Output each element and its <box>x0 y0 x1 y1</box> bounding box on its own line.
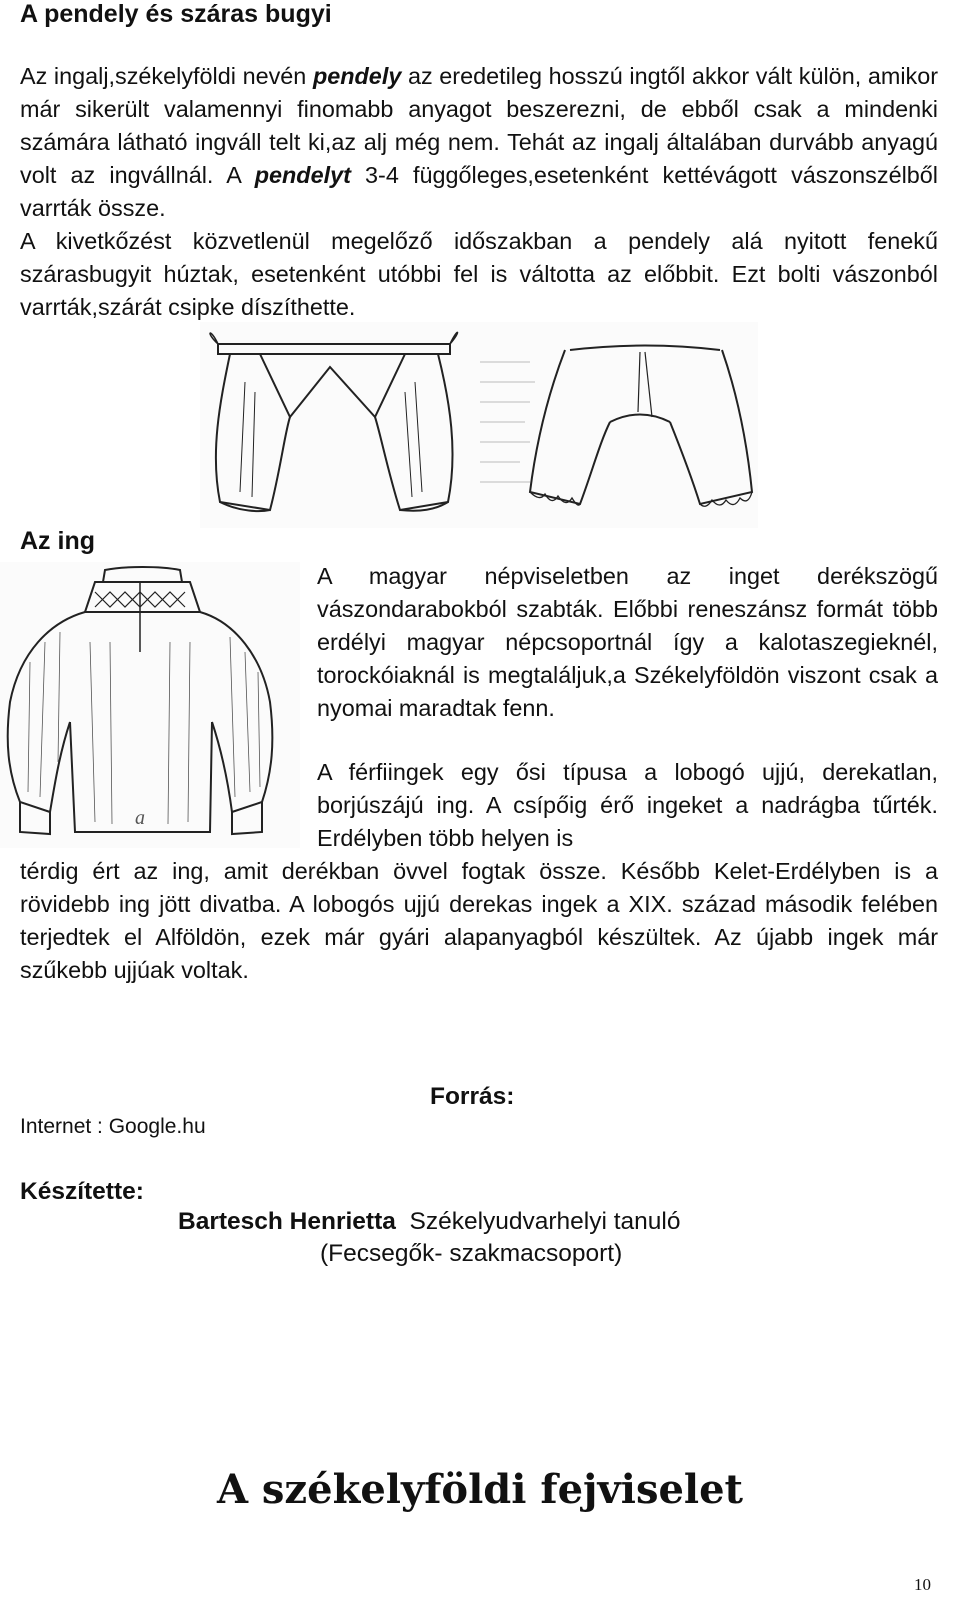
paragraph-szarasbugyi: A kivetkőzést közvetlenül megelőző időszakban a pendely alá nyitott fenekű szárasbugyit húztak, esetenként utóbbi fel is váltotta az előbbit. Ezt bolti vászonból varrták,szárát csipke díszíthette. <box>20 228 938 320</box>
next-chapter-title: A székelyföldi fejviselet <box>216 1466 744 1513</box>
text-run: 3-4 függőleges,esetenként kettévágott vászonszélből varrták össze. <box>20 162 938 221</box>
section-heading-ing: Az ing <box>20 527 95 555</box>
source-label: Forrás: <box>430 1083 515 1110</box>
paragraph-pendely-intro <box>20 60 938 225</box>
figure-letter: a <box>135 807 145 829</box>
author-label: Készítette: <box>20 1178 144 1205</box>
paragraph-ing-1: A magyar népviseletben az inget derékszögű vászondarabokból szabták. Előbbi reneszánsz formát több erdélyi magyar népcsoportnál így a kalotaszegieknél, torockóiaknál is megtaláljuk,a Székelyföldön viszont csak a nyomai maradtak fenn. <box>317 563 938 721</box>
page-number: 10 <box>914 1575 931 1594</box>
author-school: Székelyudvarhelyi tanuló <box>409 1208 681 1235</box>
author-name: Bartesch Henrietta <box>178 1208 396 1235</box>
pendely-illustration <box>200 322 758 528</box>
section-heading-pendely: A pendely és száras bugyi <box>20 0 332 28</box>
term-pendely: pendely <box>312 63 402 89</box>
paragraph-ing-2-narrow: A férfiingek egy ősi típusa a lobogó ujjú, derekatlan, borjúszájú ing. A csípőig érő ingeket a nadrágba tűrték. Erdélyben több helyen is <box>317 759 938 851</box>
author-group: (Fecsegők- szakmacsoport) <box>320 1240 623 1267</box>
source-value: Internet : Google.hu <box>20 1115 206 1138</box>
text-run: az eredetileg hosszú ingtől akkor vált külön, amikor már sikerült valamennyi finomabb anyagot beszerezni, de ebből csak a mindenki számára látható ingváll telt ki,az alj még nem. Tehát az ingalj általában durvább anyagú volt az ingvállnál. A <box>20 63 939 188</box>
author-line <box>178 1208 681 1236</box>
text-run: Az ingalj,székelyföldi nevén <box>20 63 313 89</box>
paragraph-ing-2-wide: térdig ért az ing, amit derékban övvel fogtak össze. Később Kelet-Erdélyben is a rövidebb ing jött divatba. A lobogós ujjú derekas ingek a XIX. század második felében terjedtek el Alföldön, ezek már gyári alapanyagból készültek. Az újabb ingek már szűkebb ujjúak voltak. <box>20 858 938 983</box>
term-pendelyt: pendelyt <box>254 162 351 188</box>
ing-illustration <box>0 562 300 848</box>
